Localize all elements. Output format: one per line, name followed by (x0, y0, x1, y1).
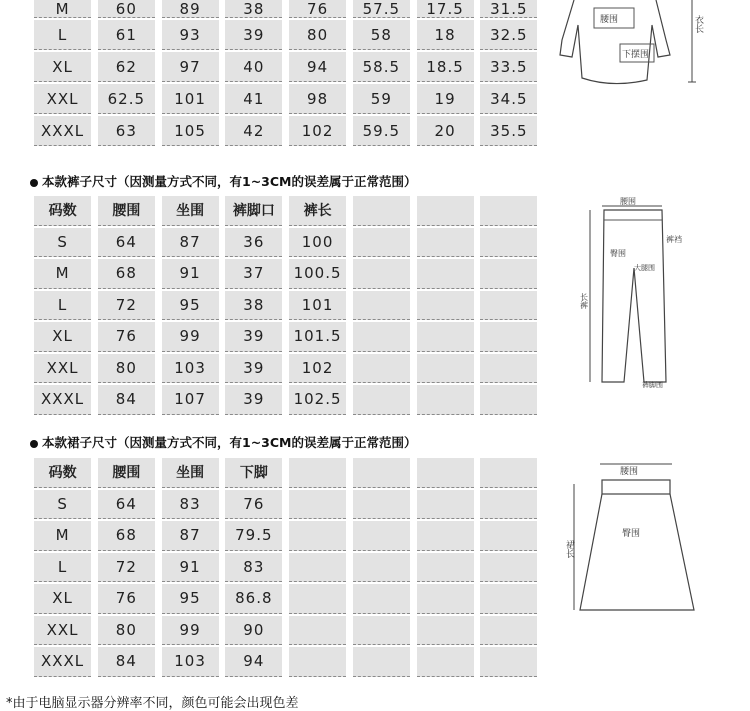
table-row (34, 20, 544, 52)
table-cell: 100 (289, 228, 346, 258)
table-cell (353, 228, 410, 258)
table-cell: 89 (162, 0, 219, 18)
table-header-cell: 腰围 (98, 458, 155, 488)
table-cell: 102 (289, 116, 346, 146)
table-cell (353, 259, 410, 289)
table-cell (353, 354, 410, 384)
table-cell: 58.5 (353, 52, 410, 82)
table-cell: 64 (98, 490, 155, 520)
table-cell: 101.5 (289, 322, 346, 352)
table-cell (480, 521, 537, 551)
table-cell: 100.5 (289, 259, 346, 289)
pants-length-label: 长裤 (579, 293, 589, 309)
table-cell: 38 (225, 291, 282, 321)
table-cell: 18.5 (417, 52, 474, 82)
table-row (34, 116, 544, 148)
table-cell (289, 647, 346, 677)
skirt-waist-label: 腰围 (620, 467, 639, 477)
table-cell: XXL (34, 354, 91, 384)
table-cell: 76 (289, 0, 346, 18)
table-cell: 64 (98, 228, 155, 258)
table-cell (353, 291, 410, 321)
table-cell: XL (34, 584, 91, 614)
table-cell: 80 (289, 20, 346, 50)
table-cell: 95 (162, 291, 219, 321)
table-cell: 42 (225, 116, 282, 146)
table-cell (289, 616, 346, 646)
table-cell (417, 647, 474, 677)
table-cell: 107 (162, 385, 219, 415)
table-cell: 36 (225, 228, 282, 258)
table-header-cell (289, 458, 346, 488)
table-cell: 102.5 (289, 385, 346, 415)
pants-diagram (579, 197, 692, 389)
pants-leg-label: 裤脚围 (642, 381, 663, 389)
table-cell (353, 385, 410, 415)
table-header-cell (480, 196, 537, 226)
table-header-cell: 裤脚口 (225, 196, 282, 226)
table-cell: 103 (162, 354, 219, 384)
table-cell: M (34, 521, 91, 551)
table-row (34, 84, 544, 116)
table-cell: 99 (162, 616, 219, 646)
table-cell: XXXL (34, 116, 91, 146)
shirt-diagram (552, 0, 712, 90)
table-row (34, 322, 544, 354)
table-cell: 59 (353, 84, 410, 114)
table-cell (353, 616, 410, 646)
table-cell: 80 (98, 354, 155, 384)
table-cell: 72 (98, 553, 155, 583)
shirt-length-label: 衣长 (693, 15, 703, 33)
table-cell: 86.8 (225, 584, 282, 614)
table-cell: 41 (225, 84, 282, 114)
skirt-drawing (566, 460, 706, 620)
table-cell (480, 647, 537, 677)
table-row (34, 52, 544, 84)
table-header-cell (417, 196, 474, 226)
table-cell: M (34, 259, 91, 289)
table-cell: S (34, 490, 91, 520)
table-cell: 83 (225, 553, 282, 583)
table-row (34, 259, 544, 291)
table-cell: L (34, 20, 91, 50)
skirt-hip-label: 臀围 (622, 529, 641, 539)
table-cell: 90 (225, 616, 282, 646)
table-cell (417, 291, 474, 321)
table-cell (289, 490, 346, 520)
table-cell: 61 (98, 20, 155, 50)
table-row (34, 385, 544, 417)
table-cell (289, 553, 346, 583)
table-cell: 20 (417, 116, 474, 146)
table-cell: 39 (225, 322, 282, 352)
table-cell: 63 (98, 116, 155, 146)
table-cell (480, 259, 537, 289)
table-cell: 105 (162, 116, 219, 146)
table-row (34, 521, 544, 553)
table-cell: XXL (34, 84, 91, 114)
table-cell: XXL (34, 616, 91, 646)
table-cell (417, 521, 474, 551)
table-cell: 35.5 (480, 116, 537, 146)
table-cell (480, 354, 537, 384)
table-cell: 83 (162, 490, 219, 520)
table-header-cell: 码数 (34, 196, 91, 226)
table-cell: 39 (225, 385, 282, 415)
table-header-cell (353, 196, 410, 226)
skirt-diagram (566, 460, 706, 620)
table-cell: 80 (98, 616, 155, 646)
table-cell: 39 (225, 20, 282, 50)
table-cell: 57.5 (353, 0, 410, 18)
table-cell: 62.5 (98, 84, 155, 114)
table-cell: 60 (98, 0, 155, 18)
table-cell (480, 322, 537, 352)
table-row (34, 291, 544, 323)
table-cell (417, 322, 474, 352)
table-cell (480, 490, 537, 520)
table-cell: 38 (225, 0, 282, 18)
table-cell: 98 (289, 84, 346, 114)
color-disclaimer-footnote: *由于电脑显示器分辨率不同，颜色可能会出现色差 (6, 696, 299, 711)
table-cell (353, 521, 410, 551)
table-cell (353, 490, 410, 520)
skirt-size-table (34, 458, 544, 679)
table-row (34, 616, 544, 648)
table-cell (417, 584, 474, 614)
pants-hip-label: 臀围 (610, 249, 626, 258)
table-cell: 37 (225, 259, 282, 289)
table-cell: 101 (162, 84, 219, 114)
table-cell: M (34, 0, 91, 18)
table-cell: 58 (353, 20, 410, 50)
table-cell: 87 (162, 521, 219, 551)
bullet-dot-icon (30, 440, 38, 448)
table-cell: 87 (162, 228, 219, 258)
table-cell: 95 (162, 584, 219, 614)
table-cell: 91 (162, 553, 219, 583)
table-cell (353, 584, 410, 614)
pants-drawing (579, 197, 692, 389)
table-cell (353, 553, 410, 583)
shirt-size-table (34, 0, 544, 148)
pants-section-title: 本款裤子尺寸（因测量方式不同，有1~3CM的误差属于正常范围） (30, 172, 416, 190)
table-cell: XXXL (34, 385, 91, 415)
table-cell: 59.5 (353, 116, 410, 146)
table-cell: 34.5 (480, 84, 537, 114)
table-header-row (34, 458, 544, 490)
pants-thigh-label: 大腿围 (634, 264, 655, 272)
skirt-length-label: 裙长 (564, 540, 574, 558)
table-header-cell (417, 458, 474, 488)
table-cell: 76 (98, 584, 155, 614)
table-cell: L (34, 553, 91, 583)
table-cell (417, 354, 474, 384)
table-cell: 91 (162, 259, 219, 289)
table-cell: XXXL (34, 647, 91, 677)
table-cell: 94 (289, 52, 346, 82)
table-header-row (34, 196, 544, 228)
table-cell (417, 616, 474, 646)
table-cell: 62 (98, 52, 155, 82)
table-cell (417, 228, 474, 258)
table-cell (417, 385, 474, 415)
table-cell (353, 322, 410, 352)
table-cell: 32.5 (480, 20, 537, 50)
table-cell: 94 (225, 647, 282, 677)
table-cell: XL (34, 322, 91, 352)
table-cell (480, 584, 537, 614)
table-cell: 18 (417, 20, 474, 50)
pants-size-table (34, 196, 544, 417)
table-cell: 84 (98, 385, 155, 415)
table-cell: 76 (98, 322, 155, 352)
pants-waist-label: 腰围 (620, 197, 636, 206)
table-cell: 39 (225, 354, 282, 384)
table-cell: XL (34, 52, 91, 82)
table-cell (480, 553, 537, 583)
table-cell (480, 228, 537, 258)
table-cell (480, 291, 537, 321)
table-cell: S (34, 228, 91, 258)
shirt-drawing (552, 0, 712, 90)
table-cell: 17.5 (417, 0, 474, 18)
table-cell: 72 (98, 291, 155, 321)
table-header-cell (353, 458, 410, 488)
pants-rise-label: 裤裆 (666, 235, 682, 244)
table-cell: 103 (162, 647, 219, 677)
table-cell: 79.5 (225, 521, 282, 551)
table-cell (417, 553, 474, 583)
table-cell (417, 490, 474, 520)
table-header-cell: 裤长 (289, 196, 346, 226)
table-cell (480, 616, 537, 646)
table-cell: 101 (289, 291, 346, 321)
table-row (34, 228, 544, 260)
table-cell: 102 (289, 354, 346, 384)
table-cell: 97 (162, 52, 219, 82)
table-cell: 93 (162, 20, 219, 50)
table-header-cell: 下脚 (225, 458, 282, 488)
table-header-cell: 码数 (34, 458, 91, 488)
table-cell (289, 584, 346, 614)
skirt-section-title: 本款裙子尺寸（因测量方式不同，有1~3CM的误差属于正常范围） (30, 433, 416, 451)
table-cell (480, 385, 537, 415)
table-cell: 31.5 (480, 0, 537, 18)
table-cell: 99 (162, 322, 219, 352)
table-cell (417, 259, 474, 289)
table-row (34, 354, 544, 386)
table-header-cell: 坐围 (162, 458, 219, 488)
bullet-dot-icon (30, 179, 38, 187)
table-row (34, 0, 544, 20)
table-row (34, 647, 544, 679)
table-cell: 68 (98, 259, 155, 289)
table-row (34, 553, 544, 585)
table-cell: 68 (98, 521, 155, 551)
table-cell: 19 (417, 84, 474, 114)
table-cell (289, 521, 346, 551)
table-header-cell (480, 458, 537, 488)
table-cell: 84 (98, 647, 155, 677)
table-row (34, 584, 544, 616)
table-cell (353, 647, 410, 677)
table-cell: 76 (225, 490, 282, 520)
table-cell: 40 (225, 52, 282, 82)
table-header-cell: 坐围 (162, 196, 219, 226)
table-row (34, 490, 544, 522)
shirt-waist-label: 腰围 (600, 15, 619, 25)
shirt-hem-label: 下摆围 (622, 50, 650, 60)
table-cell: 33.5 (480, 52, 537, 82)
table-cell: L (34, 291, 91, 321)
table-header-cell: 腰围 (98, 196, 155, 226)
